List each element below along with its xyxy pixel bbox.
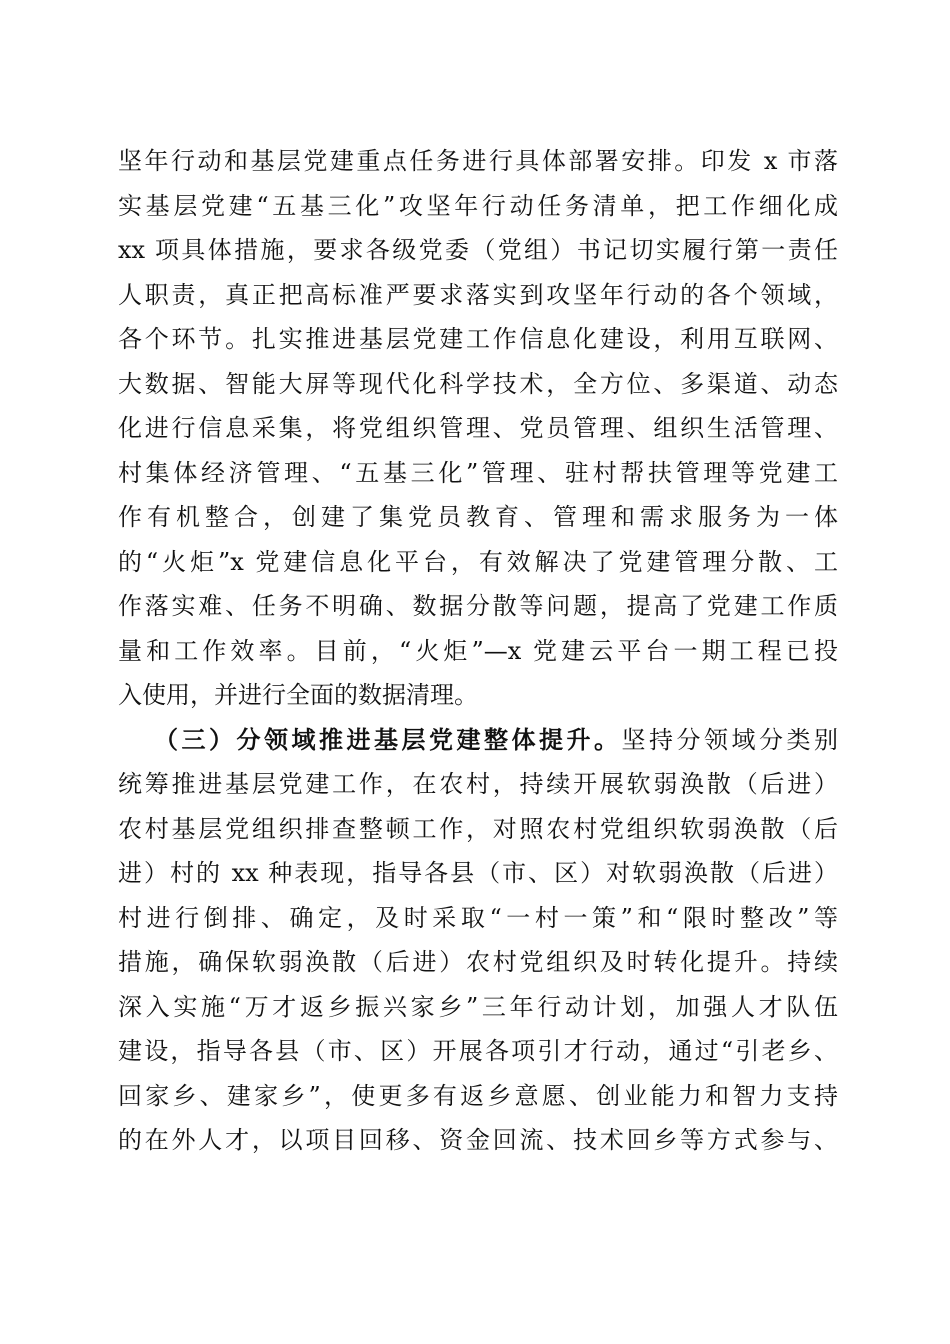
text-fragment: 坚持分领域分类别 [621,725,838,754]
text-line: 实基层党建“五基三化”攻坚年行动任务清单，把工作细化成 [118,191,838,220]
text-line: 农村基层党组织排查整顿工作，对照农村党组织软弱涣散（后 [118,814,838,843]
text-line: 坚年行动和基层党建重点任务进行具体部署安排。印发 x 市落 [118,147,838,175]
text-line: 化进行信息采集，将党组织管理、党员管理、组织生活管理、 [118,414,838,442]
text-line: 大数据、智能大屏等现代化科学技术，全方位、多渠道、动态 [118,369,838,398]
paragraph-2 [118,718,838,1163]
text-line: 的在外人才，以项目回移、资金回流、技术回乡等方式参与、 [118,1126,838,1154]
paragraph-1 [118,139,838,718]
document-body [118,139,838,1163]
text-line: 量和工作效率。目前，“火炬”—x 党建云平台一期工程已投 [118,636,838,665]
text-line: 统筹推进基层党建工作，在农村，持续开展软弱涣散（后进） [118,770,838,798]
text-line: 各个环节。扎实推进基层党建工作信息化建设，利用互联网、 [118,325,838,353]
section-heading: （三）分领域推进基层党建整体提升。 [154,724,622,754]
paragraph-heading-line [118,718,838,763]
text-line: xx 项具体措施，要求各级党委（党组）书记切实履行第一责任 [118,236,838,264]
text-line: 回家乡、建家乡”，使更多有返乡意愿、创业能力和智力支持 [118,1081,838,1110]
text-line: 入使用，并进行全面的数据清理。 [118,681,478,709]
text-line: 建设，指导各县（市、区）开展各项引才行动，通过“引老乡、 [118,1037,838,1065]
text-line: 村进行倒排、确定，及时采取“一村一策”和“限时整改”等 [118,903,838,932]
text-line: 作落实难、任务不明确、数据分散等问题，提高了党建工作质 [118,592,838,620]
text-line: 作有机整合，创建了集党员教育、管理和需求服务为一体 [118,503,838,531]
text-line: 的“火炬”x 党建信息化平台，有效解决了党建管理分散、工 [118,547,838,576]
text-line: 进）村的 xx 种表现，指导各县（市、区）对软弱涣散（后进） [118,859,838,887]
text-line: 村集体经济管理、“五基三化”管理、驻村帮扶管理等党建工 [118,458,838,487]
text-line: 人职责，真正把高标准严要求落实到攻坚年行动的各个领域， [118,280,838,309]
text-line: 措施，确保软弱涣散（后进）农村党组织及时转化提升。持续 [118,948,838,976]
text-line: 深入实施“万才返乡振兴家乡”三年行动计划，加强人才队伍 [118,992,838,1021]
